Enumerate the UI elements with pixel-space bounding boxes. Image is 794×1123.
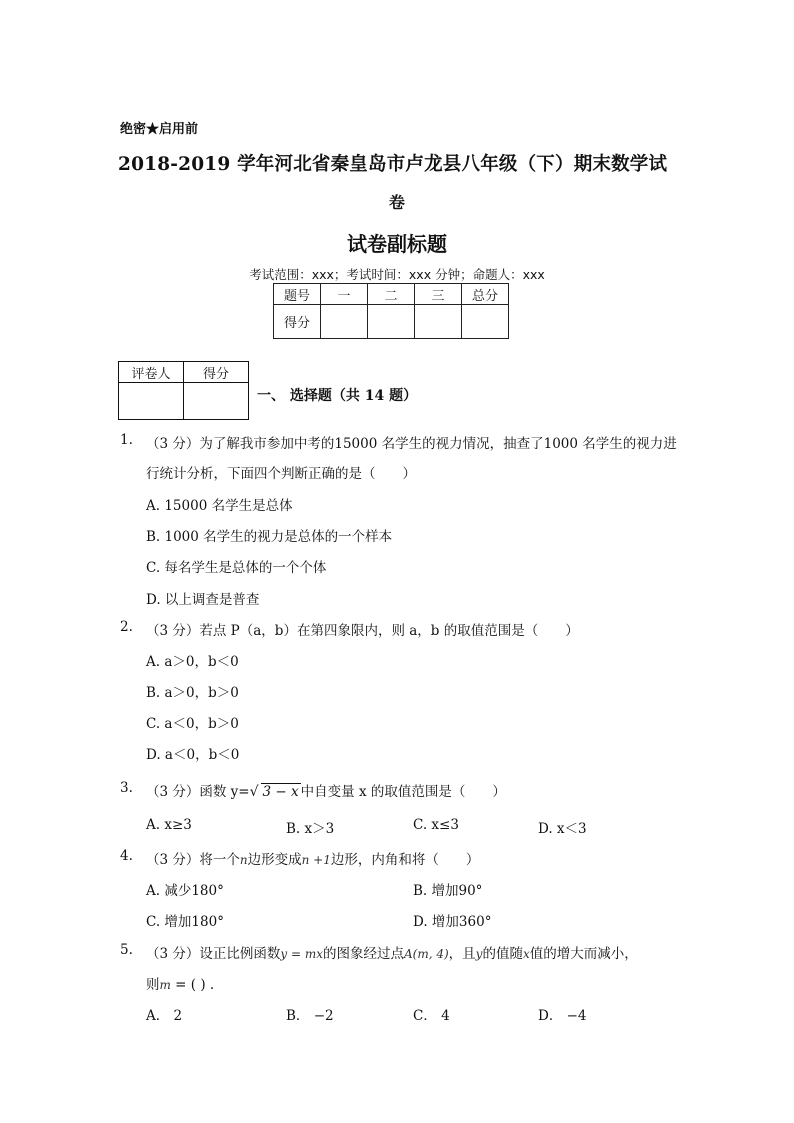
- question-text: [146, 942, 638, 962]
- grader-cell: [119, 383, 184, 420]
- score-cell: [368, 305, 415, 339]
- question-text-part: 边形，内角和将（ ）: [330, 852, 480, 868]
- option-a: A. a＞0，b＜0: [146, 654, 239, 670]
- score-header-cell: 三: [415, 284, 462, 305]
- question-text-part: = ( ) .: [170, 977, 215, 993]
- question-text-after: 中自变量 x 的取值范围是（ ）: [300, 784, 506, 800]
- option-d: D. 以上调查是普查: [146, 592, 260, 608]
- question-text: [146, 780, 506, 800]
- radicand: 3 − x: [262, 784, 299, 800]
- option-b: B. 增加90°: [413, 883, 483, 899]
- grader-header-cell: 得分: [184, 362, 249, 383]
- option-b: B. x＞3: [286, 821, 335, 837]
- exam-title-line2: 卷: [388, 193, 406, 212]
- grader-cell: [184, 383, 249, 420]
- score-header-cell: 一: [321, 284, 368, 305]
- question-text-part: （3 分）设正比例函数: [146, 946, 281, 962]
- math-point: A(m, 4): [404, 947, 449, 961]
- question-text-part: 的图象经过点: [323, 946, 404, 962]
- option-b: B. 1000 名学生的视力是总体的一个样本: [146, 529, 393, 545]
- score-row-label: 得分: [274, 305, 321, 339]
- question-number: 1.: [120, 432, 133, 448]
- exam-title-line1: 2018-2019 学年河北省秦皇岛市卢龙县八年级（下）期末数学试: [118, 154, 668, 175]
- score-header-cell: 二: [368, 284, 415, 305]
- math-var-m: m: [159, 978, 171, 992]
- score-cell: [321, 305, 368, 339]
- question-text-before: （3 分）函数 y=: [146, 784, 250, 800]
- option-b: B. a＞0，b＞0: [146, 685, 239, 701]
- question-text-part: 值的增大而减小，: [529, 946, 638, 962]
- option-d: D. 增加360°: [413, 914, 492, 930]
- option-a: A． 2: [146, 1008, 183, 1024]
- question-text-continued: 行统计分析，下面四个判断正确的是（ ）: [146, 466, 416, 482]
- option-d: D. x＜3: [538, 821, 587, 837]
- score-cell: [415, 305, 462, 339]
- section-title: 一、 选择题（共 14 题）: [257, 388, 418, 404]
- option-c: C. a＜0，b＞0: [146, 716, 239, 732]
- question-text: （3 分）若点 P（a，b）在第四象限内，则 a，b 的取值范围是（ ）: [146, 623, 579, 639]
- option-d: D． −4: [538, 1008, 587, 1024]
- question-text: （3 分）为了解我市参加中考的15000 名学生的视力情况，抽查了1000 名学生的视力进: [146, 436, 677, 452]
- question-number: 5.: [120, 942, 133, 958]
- math-var-n: n: [239, 853, 248, 867]
- option-b: B． −2: [286, 1008, 334, 1024]
- sqrt-symbol: √: [249, 784, 259, 800]
- score-table: [273, 283, 509, 339]
- question-text-part: ，且: [448, 946, 476, 962]
- math-expr: n +1: [301, 853, 331, 867]
- grader-header-cell: 评卷人: [119, 362, 184, 383]
- math-function: y = mx: [280, 947, 323, 961]
- secret-mark: 绝密★启用前: [120, 122, 199, 137]
- score-cell: [462, 305, 509, 339]
- question-number: 4.: [120, 848, 133, 864]
- option-c: C. 增加180°: [146, 914, 224, 930]
- question-text-part: 边形变成: [247, 852, 302, 868]
- option-a: A. 15000 名学生是总体: [146, 498, 293, 514]
- grader-table: [118, 361, 249, 420]
- question-number: 2.: [120, 619, 133, 635]
- question-text-part: 则: [146, 977, 160, 993]
- option-a: A. 减少180°: [146, 883, 224, 899]
- question-text-part: （3 分）将一个: [146, 852, 240, 868]
- question-text-part: 的值随: [482, 946, 523, 962]
- option-c: C. x≤3: [413, 817, 459, 833]
- question-text-continued: [146, 973, 214, 993]
- option-c: C. 每名学生是总体的一个个体: [146, 560, 327, 576]
- math-var-x: x: [522, 947, 530, 961]
- math-var-y: y: [475, 947, 483, 961]
- option-d: D. a＜0，b＜0: [146, 747, 240, 763]
- question-text: [146, 848, 479, 868]
- option-a: A. x≥3: [146, 817, 192, 833]
- exam-subtitle: 试卷副标题: [347, 232, 447, 256]
- score-header-cell: 总分: [462, 284, 509, 305]
- exam-info: 考试范围：xxx；考试时间：xxx 分钟；命题人：xxx: [249, 267, 545, 282]
- option-c: C． 4: [413, 1008, 450, 1024]
- question-number: 3.: [120, 780, 133, 796]
- score-header-cell: 题号: [274, 284, 321, 305]
